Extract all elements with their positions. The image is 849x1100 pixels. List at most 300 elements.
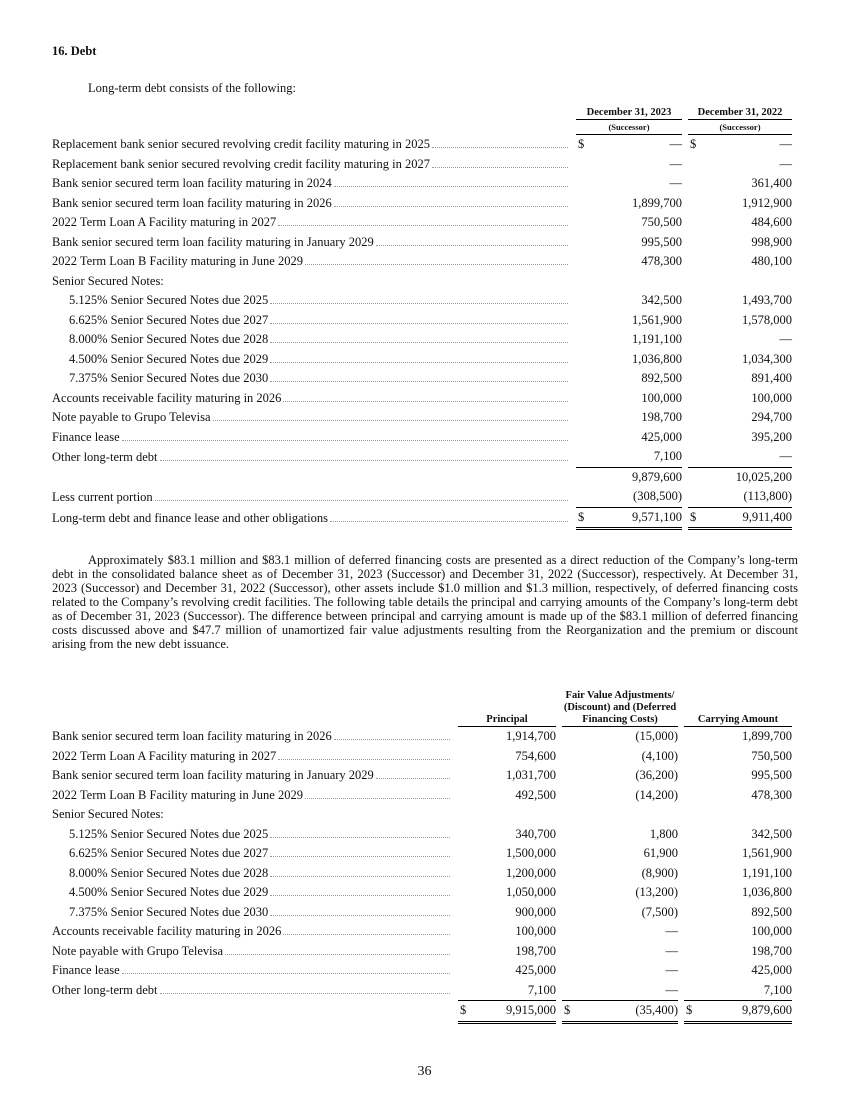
table-row <box>52 825 792 845</box>
currency-symbol: $ <box>684 1001 696 1023</box>
row-label: 6.625% Senior Secured Notes due 2027 <box>69 312 269 327</box>
value-2023: 342,500 <box>641 293 682 307</box>
row-label-cell <box>52 922 452 942</box>
row-label: Finance lease <box>52 963 120 977</box>
table-row <box>52 922 792 942</box>
value-principal: 7,100 <box>527 982 557 997</box>
currency-symbol <box>688 369 702 389</box>
row-label: Bank senior secured term loan facility maturing in 2026 <box>52 195 332 210</box>
value-principal: 1,031,700 <box>506 768 557 782</box>
section-heading: 16. Debt <box>52 44 97 58</box>
currency-symbol <box>684 747 696 767</box>
value-fair-value-adjustment: — <box>665 963 679 977</box>
currency-symbol <box>688 428 702 448</box>
row-label: 8.000% Senior Secured Notes due 2028 <box>69 332 269 346</box>
row-label: Finance lease <box>52 429 120 444</box>
currency-symbol <box>684 825 696 845</box>
currency-symbol <box>688 174 702 194</box>
row-label-cell <box>52 194 570 214</box>
leader-dots <box>330 521 568 522</box>
currency-symbol <box>688 213 702 233</box>
currency-symbol <box>684 727 696 747</box>
currency-symbol <box>684 766 696 786</box>
row-label-cell <box>52 786 452 806</box>
value-2023: 7,100 <box>653 449 682 463</box>
value-2022: (113,800) <box>743 489 792 503</box>
table-row <box>52 408 792 428</box>
row-label-cell <box>52 942 452 962</box>
table-row <box>52 903 792 923</box>
currency-symbol <box>562 747 574 767</box>
value-2022: 100,000 <box>751 390 792 405</box>
row-label-cell <box>52 467 570 487</box>
leader-dots <box>155 500 568 501</box>
currency-symbol <box>458 805 470 825</box>
intro-text: Long-term debt consists of the following: <box>88 81 296 95</box>
row-label: 4.500% Senior Secured Notes due 2029 <box>69 351 269 366</box>
currency-symbol <box>684 981 696 1001</box>
row-label-cell <box>52 350 570 370</box>
leader-dots <box>334 739 450 740</box>
leader-dots <box>270 856 450 857</box>
table-row <box>52 766 792 786</box>
row-label: Senior Secured Notes: <box>52 807 164 821</box>
value-fair-value-adjustment: 61,900 <box>643 846 679 860</box>
currency-symbol <box>562 844 574 864</box>
currency-symbol <box>562 903 574 923</box>
row-label: Accounts receivable facility maturing in 2026 <box>52 924 282 938</box>
row-label: Replacement bank senior secured revolving credit facility maturing in 2027 <box>52 156 431 171</box>
value-2023: 478,300 <box>641 254 682 268</box>
leader-dots <box>334 186 568 187</box>
value-fair-value-adjustment: (4,100) <box>641 748 679 763</box>
currency-symbol <box>688 252 702 272</box>
row-label-cell <box>52 727 452 747</box>
value-fair-value-adjustment: (36,200) <box>635 768 679 782</box>
value-2022: 1,912,900 <box>742 195 792 210</box>
currency-symbol <box>458 825 470 845</box>
value-principal <box>470 805 556 825</box>
currency-symbol <box>688 487 702 507</box>
value-2023: — <box>669 156 682 171</box>
currency-symbol <box>576 252 590 272</box>
table-row <box>52 447 792 467</box>
value-2022: 294,700 <box>751 410 792 424</box>
currency-symbol <box>576 233 590 253</box>
leader-dots <box>278 759 450 760</box>
row-label: 2022 Term Loan B Facility maturing in June 2029 <box>52 787 303 802</box>
value-2023: 1,561,900 <box>632 312 682 327</box>
leader-dots <box>432 167 568 168</box>
table-row <box>52 864 792 884</box>
row-label-cell <box>52 135 570 155</box>
currency-symbol <box>688 194 702 214</box>
row-label-cell <box>52 844 452 864</box>
currency-symbol <box>684 883 696 903</box>
currency-symbol <box>684 903 696 923</box>
currency-symbol <box>458 766 470 786</box>
row-label-cell <box>52 805 452 825</box>
table-row <box>52 727 792 747</box>
leader-dots <box>213 420 568 421</box>
row-label: 2022 Term Loan B Facility maturing in June 2029 <box>52 254 303 268</box>
currency-symbol <box>458 844 470 864</box>
row-label-cell <box>52 883 452 903</box>
value-2023: 1,036,800 <box>632 351 682 366</box>
currency-symbol <box>576 272 590 292</box>
value-principal: 900,000 <box>515 904 557 919</box>
row-label: 4.500% Senior Secured Notes due 2029 <box>69 885 269 899</box>
value-2022: — <box>779 332 792 346</box>
value-fair-value-adjustment: (35,400) <box>574 1001 678 1023</box>
currency-symbol <box>688 233 702 253</box>
row-label: 2022 Term Loan A Facility maturing in 2027 <box>52 748 277 763</box>
leader-dots <box>270 381 568 382</box>
value-principal: 1,914,700 <box>506 729 557 743</box>
value-2022: 361,400 <box>751 176 792 190</box>
leader-dots <box>225 954 450 955</box>
row-label-cell <box>52 408 570 428</box>
currency-symbol <box>458 864 470 884</box>
row-label-cell <box>52 1001 452 1023</box>
currency-symbol <box>576 389 590 409</box>
table-row <box>52 350 792 370</box>
value-carrying-amount: 342,500 <box>751 826 793 841</box>
row-label-cell <box>52 369 570 389</box>
value-carrying-amount: 9,879,600 <box>696 1001 792 1023</box>
row-label-cell <box>52 252 570 272</box>
table-row <box>52 467 792 487</box>
currency-symbol <box>458 981 470 1001</box>
value-2023: — <box>669 137 682 151</box>
col-carrying-header: Carrying Amount <box>684 690 792 727</box>
currency-symbol <box>562 805 574 825</box>
currency-symbol <box>562 825 574 845</box>
value-2022 <box>702 272 792 292</box>
row-label: Note payable to Grupo Televisa <box>52 410 211 424</box>
row-label: Accounts receivable facility maturing in 2026 <box>52 390 282 405</box>
value-fair-value-adjustment: — <box>665 924 679 938</box>
table-row <box>52 252 792 272</box>
table-row <box>52 428 792 448</box>
row-label: Note payable with Grupo Televisa <box>52 943 224 958</box>
currency-symbol <box>688 272 702 292</box>
row-label: Bank senior secured term loan facility maturing in January 2029 <box>52 768 374 782</box>
value-2022: 480,100 <box>751 254 792 268</box>
table-row <box>52 981 792 1001</box>
table-row <box>52 786 792 806</box>
table-row <box>52 961 792 981</box>
value-2023: (308,500) <box>633 489 682 503</box>
leader-dots <box>270 876 450 877</box>
table-row <box>52 844 792 864</box>
currency-symbol <box>576 467 590 487</box>
row-label-cell <box>52 864 452 884</box>
value-fair-value-adjustment: — <box>665 982 679 997</box>
value-carrying-amount: 1,036,800 <box>742 885 793 899</box>
leader-dots <box>305 798 450 799</box>
value-fair-value-adjustment <box>574 805 678 825</box>
row-label: Bank senior secured term loan facility maturing in 2026 <box>52 729 332 743</box>
currency-symbol <box>684 805 696 825</box>
value-principal: 1,500,000 <box>506 846 557 860</box>
currency-symbol <box>562 981 574 1001</box>
value-principal: 1,050,000 <box>506 885 557 899</box>
currency-symbol <box>562 922 574 942</box>
row-label-cell <box>52 961 452 981</box>
row-label: Other long-term debt <box>52 983 158 997</box>
value-carrying-amount: 1,191,100 <box>742 865 793 880</box>
table-row <box>52 487 792 507</box>
row-label: 7.375% Senior Secured Notes due 2030 <box>69 904 269 919</box>
currency-symbol <box>576 311 590 331</box>
currency-symbol <box>562 786 574 806</box>
value-fair-value-adjustment: — <box>665 943 679 958</box>
value-fair-value-adjustment: (7,500) <box>641 904 679 919</box>
value-principal: 100,000 <box>515 924 557 938</box>
value-fair-value-adjustment: (8,900) <box>641 865 679 880</box>
currency-symbol <box>688 330 702 350</box>
leader-dots <box>160 993 450 994</box>
row-label-cell <box>52 155 570 175</box>
row-label: Bank senior secured term loan facility maturing in January 2029 <box>52 234 374 249</box>
table-row <box>52 272 792 292</box>
row-label-cell <box>52 981 452 1001</box>
currency-symbol <box>688 447 702 467</box>
row-label-cell <box>52 766 452 786</box>
row-label-cell <box>52 487 570 507</box>
table-row <box>52 155 792 175</box>
value-carrying-amount: 1,561,900 <box>742 846 793 860</box>
leader-dots <box>334 206 568 207</box>
table-row <box>52 233 792 253</box>
value-carrying-amount: 425,000 <box>751 963 793 977</box>
row-label: Other long-term debt <box>52 449 158 464</box>
value-2022: 1,034,300 <box>742 351 792 366</box>
currency-symbol <box>458 903 470 923</box>
value-carrying-amount: 750,500 <box>751 748 793 763</box>
value-2022: 395,200 <box>751 429 792 444</box>
currency-symbol: $ <box>562 1001 574 1023</box>
table-row <box>52 369 792 389</box>
row-label: Bank senior secured term loan facility maturing in 2024 <box>52 176 332 190</box>
value-carrying-amount: 995,500 <box>751 768 793 782</box>
row-label-cell <box>52 747 452 767</box>
value-2023: 750,500 <box>641 215 682 229</box>
row-label-cell <box>52 233 570 253</box>
leader-dots <box>270 362 568 363</box>
leader-dots <box>270 837 450 838</box>
row-label: Long-term debt and finance lease and other obligations <box>52 511 328 525</box>
value-carrying-amount <box>696 805 792 825</box>
currency-symbol <box>576 408 590 428</box>
leader-dots <box>270 895 450 896</box>
currency-symbol <box>562 727 574 747</box>
row-label-cell <box>52 428 570 448</box>
row-label-cell <box>52 272 570 292</box>
currency-symbol <box>684 961 696 981</box>
table-row <box>52 213 792 233</box>
row-label: Less current portion <box>52 489 153 504</box>
value-2022: — <box>779 156 792 171</box>
currency-symbol <box>458 727 470 747</box>
currency-symbol <box>576 369 590 389</box>
value-principal: 1,200,000 <box>506 865 557 880</box>
currency-symbol <box>688 291 702 311</box>
currency-symbol <box>576 291 590 311</box>
row-label-cell <box>52 447 570 467</box>
leader-dots <box>160 460 568 461</box>
table-row <box>52 174 792 194</box>
col-dec-2022-header: December 31, 2022 <box>688 107 792 120</box>
currency-symbol <box>688 467 702 487</box>
value-2022: 484,600 <box>751 215 792 229</box>
currency-symbol <box>576 213 590 233</box>
currency-symbol <box>562 766 574 786</box>
value-2023: 892,500 <box>641 371 682 385</box>
currency-symbol <box>562 942 574 962</box>
row-label-cell <box>52 330 570 350</box>
value-principal: 198,700 <box>515 943 557 958</box>
leader-dots <box>376 778 450 779</box>
currency-symbol <box>458 961 470 981</box>
currency-symbol <box>562 864 574 884</box>
table-row <box>52 1001 792 1023</box>
page-number: 36 <box>417 1064 432 1079</box>
table-row <box>52 805 792 825</box>
table-row <box>52 330 792 350</box>
value-2022: 10,025,200 <box>702 467 792 487</box>
col-dec-2023-header: December 31, 2023 <box>576 107 682 120</box>
currency-symbol <box>576 155 590 175</box>
currency-symbol <box>688 408 702 428</box>
col-fair-value-header: Fair Value Adjustments/ (Discount) and (Deferred Financing Costs) <box>563 690 677 725</box>
currency-symbol <box>562 883 574 903</box>
currency-symbol <box>684 942 696 962</box>
currency-symbol <box>688 311 702 331</box>
leader-dots <box>270 323 568 324</box>
table-row <box>52 883 792 903</box>
row-label: 8.000% Senior Secured Notes due 2028 <box>69 865 269 880</box>
leader-dots <box>283 401 568 402</box>
currency-symbol: $ <box>688 507 702 529</box>
value-2023: — <box>669 176 682 190</box>
value-2023: 1,191,100 <box>632 332 682 346</box>
currency-symbol <box>458 786 470 806</box>
row-label-cell <box>52 213 570 233</box>
leader-dots <box>270 342 568 343</box>
currency-symbol <box>688 350 702 370</box>
principal-carrying-table <box>52 690 792 1024</box>
currency-symbol <box>684 844 696 864</box>
row-label-cell <box>52 291 570 311</box>
value-carrying-amount: 100,000 <box>751 924 793 938</box>
table-row <box>52 194 792 214</box>
value-2023: 198,700 <box>641 410 682 424</box>
value-2023 <box>590 272 682 292</box>
value-principal: 9,915,000 <box>470 1001 556 1023</box>
table-row <box>52 747 792 767</box>
col-dec-2022-sub: (Successor) <box>688 120 792 135</box>
row-label-cell <box>52 174 570 194</box>
row-label: 5.125% Senior Secured Notes due 2025 <box>69 293 269 307</box>
leader-dots <box>270 915 450 916</box>
currency-symbol <box>458 747 470 767</box>
row-label: Replacement bank senior secured revolving credit facility maturing in 2025 <box>52 137 431 151</box>
value-carrying-amount: 7,100 <box>763 982 793 997</box>
row-label-cell <box>52 311 570 331</box>
currency-symbol: $ <box>458 1001 470 1023</box>
value-principal: 425,000 <box>515 963 557 977</box>
table-row <box>52 311 792 331</box>
currency-symbol <box>562 961 574 981</box>
currency-symbol <box>458 883 470 903</box>
value-2022: 1,578,000 <box>742 312 792 327</box>
long-term-debt-table <box>52 107 792 530</box>
value-2022: — <box>779 137 792 151</box>
table-row <box>52 507 792 529</box>
currency-symbol <box>684 922 696 942</box>
table-row <box>52 291 792 311</box>
value-principal: 492,500 <box>515 787 557 802</box>
currency-symbol: $ <box>576 507 590 529</box>
value-2023: 1,899,700 <box>632 195 682 210</box>
row-label: 6.625% Senior Secured Notes due 2027 <box>69 846 269 860</box>
currency-symbol <box>688 389 702 409</box>
col-dec-2023-sub: (Successor) <box>576 120 682 135</box>
row-label: Senior Secured Notes: <box>52 273 164 288</box>
currency-symbol <box>458 942 470 962</box>
row-label-cell <box>52 389 570 409</box>
row-label: 5.125% Senior Secured Notes due 2025 <box>69 826 269 841</box>
currency-symbol <box>688 155 702 175</box>
currency-symbol <box>576 447 590 467</box>
value-principal: 340,700 <box>515 826 557 841</box>
currency-symbol <box>576 350 590 370</box>
currency-symbol <box>576 330 590 350</box>
value-2023: 9,879,600 <box>590 467 682 487</box>
currency-symbol <box>576 487 590 507</box>
value-fair-value-adjustment: 1,800 <box>649 826 679 841</box>
leader-dots <box>376 245 568 246</box>
leader-dots <box>122 440 568 441</box>
leader-dots <box>432 147 568 148</box>
value-2022: 891,400 <box>751 371 792 385</box>
table-row <box>52 135 792 155</box>
paragraph-text: Approximately $83.1 million and $83.1 million of deferred financing costs are presented as a direct reduction of the Company’s long-term debt in the consolidated balance sheet as of December 31, 2023 (Successor) and December 31, 2022 (Successor), respectively. At December 31, 2023 (Successor) and December 31, 2022 (Successor), other assets include $1.0 million and $1.3 million, respectively, of deferred financing costs related to the Company’s revolving credit facilities. The following table details the principal and carrying amounts of the Company’s long-term debt as of December 31, 2023 (Successor). The difference between principal and carrying amount is made up of the $83.1 million of deferred financing costs discussed above and $47.7 million of unamortized fair value adjustments resulting from the Reorganization and the premium or discount arising from the new debt issuance. <box>52 553 798 651</box>
table-row <box>52 942 792 962</box>
currency-symbol: $ <box>690 137 697 151</box>
leader-dots <box>270 303 568 304</box>
leader-dots <box>283 934 450 935</box>
currency-symbol <box>576 174 590 194</box>
leader-dots <box>305 264 568 265</box>
currency-symbol <box>458 922 470 942</box>
value-fair-value-adjustment: (14,200) <box>635 787 679 802</box>
value-2023: 995,500 <box>641 234 682 249</box>
value-2022: 998,900 <box>751 234 792 249</box>
value-carrying-amount: 478,300 <box>751 787 793 802</box>
currency-symbol: $ <box>578 137 585 151</box>
col-principal-header: Principal <box>458 690 556 727</box>
value-2022: 9,911,400 <box>702 507 792 529</box>
leader-dots <box>278 225 568 226</box>
row-label-cell <box>52 825 452 845</box>
currency-symbol <box>684 786 696 806</box>
value-principal: 754,600 <box>515 748 557 763</box>
deferred-financing-paragraph <box>52 553 798 651</box>
value-fair-value-adjustment: (13,200) <box>635 885 679 899</box>
